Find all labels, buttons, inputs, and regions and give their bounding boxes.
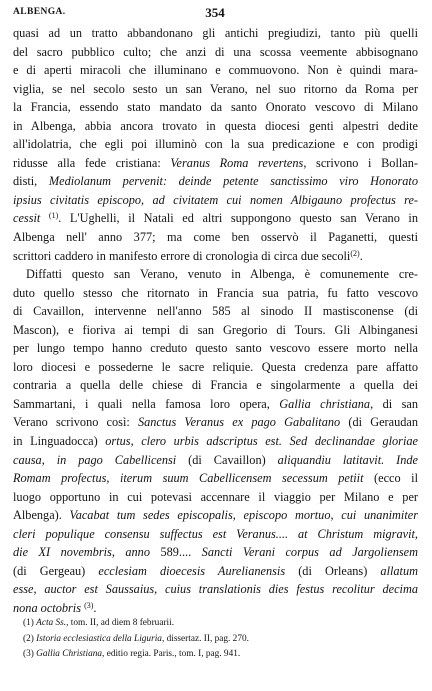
footnote (13, 647, 418, 663)
italic-text: Veranus Roma revertens (170, 155, 304, 170)
text-run: Mascon), e fioriva ai tempi di san Gregorio di Tours. Gli Albinganesi (13, 322, 418, 337)
text-run: (di Orleans) (285, 563, 381, 578)
text-run: scrittori caddero in manifesto errore di cronologia di circa due secoli (13, 248, 351, 263)
text-line (13, 43, 418, 62)
text-run: per lungo tempo hanno creduto questo santo vescovo essere morto nella (13, 341, 418, 356)
footnotes (13, 616, 418, 663)
text-run: (2) (23, 633, 37, 644)
text-run: . (359, 248, 363, 263)
text-run: , editio regia. Paris., tom. I, pag. 941. (102, 649, 241, 660)
text-run: in Linguadocca) (13, 434, 106, 449)
text-run: Albenga). (13, 508, 70, 523)
text-run: viglia, se nel secolo sesto un san Verano, nel suo ritorno da Roma per (13, 81, 418, 96)
italic-text: Vacabat tum sedes episcopalis, episcopo mortuo, cui unanimiter (69, 508, 418, 523)
text-run (40, 211, 49, 225)
italic-text: ipsius civitatis episcopo, ad civitatem cui nomen Albigauno profectus re- (13, 192, 418, 207)
italic-text: causa, in pago Cabellicensi (13, 452, 177, 467)
page-header (13, 5, 417, 19)
footnote (13, 616, 418, 632)
text-run: , di san (370, 396, 419, 411)
italic-text: cleri populique consensu suffectus est Veranus.... at Christum migravit, (13, 526, 418, 541)
italic-text: Istoria ecclesiastica della Liguria (36, 633, 162, 644)
italic-text: Sancti Verani corpus ad Jargoliensem (201, 545, 418, 560)
footnote-ref: (1) (48, 211, 59, 221)
text-run: quasi ad un tratto abbandonano gli antichi pregiudizi, tanto più quelli (13, 26, 418, 40)
italic-text: aliquandiu latitavit. Inde (277, 452, 418, 467)
text-run: Sammartani, i quali nella famosa loro opera, (13, 396, 280, 411)
text-run: , dissertaz. II, pag. 270. (161, 633, 249, 644)
text-run: all'idolatria, che egli poi illuminò con la sua predicazione e con prodigi (13, 137, 418, 152)
text-line (13, 135, 418, 154)
text-run: luogo opportuno in cui potevasi accennare il viaggio per Milano e per (13, 489, 418, 504)
text-line (13, 395, 418, 414)
text-line (13, 562, 418, 581)
text-line (13, 599, 418, 618)
text-line (13, 61, 418, 80)
text-run: Albenga nell' anno 377; ma come ben osservò il Paganetti, questi (13, 230, 418, 245)
text-run: (di Gergeau) (13, 563, 99, 578)
text-run: (1) (23, 618, 37, 628)
text-run: in Albenga, abbia ancora trovato in questa diocesi genti alpestri dedite (13, 118, 418, 133)
text-line (13, 413, 418, 432)
text-run: contraria a quella delle chiese di Francia e singolarmente a quella dei (13, 378, 418, 393)
text-line (13, 358, 418, 377)
text-line (13, 98, 418, 117)
text-run: loro diocesi e possederne le sacre reliquie. Questa credenza pare affatto (13, 359, 418, 374)
text-line (13, 80, 418, 99)
text-run: (di Cavaillon) (176, 452, 278, 467)
text-run: Verano scrivono così: (13, 415, 138, 430)
italic-text: allatum (380, 563, 418, 578)
text-line (13, 321, 418, 340)
text-run: di Cavaillon, intervenne nell'anno 585 al sinodo II mastisconense (di (13, 304, 418, 319)
italic-text: Romam profectus, iterum suum Cabellicensem secessum petiit (13, 471, 364, 486)
text-line (13, 525, 418, 544)
text-line (13, 265, 418, 284)
text-run: la Francia, essendo stato mandato da santo Onorato vescovo di Milano (13, 100, 418, 115)
italic-text: die XI novembris, anno (13, 545, 150, 560)
text-line (13, 24, 418, 43)
text-line (13, 488, 418, 507)
footnote (13, 632, 418, 648)
text-run: , tom. II, ad diem 8 februarii. (66, 618, 175, 628)
text-line (13, 154, 418, 173)
text-line (13, 302, 418, 321)
text-run: . (93, 600, 97, 615)
footnote-ref: (3) (84, 600, 94, 610)
text-run: ridusse alla fede cristiana: (13, 155, 171, 170)
text-run: . L'Ughelli, il Natali ed altri suppongono questo san Verano in (58, 211, 418, 226)
text-run: duto quello stesso che ritornato in Francia sua patria, fu fatto vescovo (13, 285, 418, 300)
text-run: 589.... (149, 545, 202, 560)
text-line (13, 469, 418, 488)
text-line (13, 117, 418, 136)
italic-text: Gallia christiana (279, 396, 371, 411)
text-run: (di Geraudan (340, 415, 419, 430)
text-run: del sacro pubblico culto; che anzi di una scossa veemente abbisognano (13, 44, 418, 59)
text-line (13, 209, 418, 228)
text-line (13, 376, 418, 395)
text-line (13, 191, 418, 210)
text-run: (3) (23, 649, 37, 660)
text-line (13, 543, 418, 562)
footnote-ref: (2) (350, 248, 360, 258)
italic-text: esse, auctor est Saussaius, cuius translationis dies festus recolitur decima (13, 582, 418, 597)
italic-text: Acta Ss. (36, 618, 67, 628)
text-line (13, 451, 418, 470)
italic-text: Gallia Christiana (36, 649, 103, 660)
italic-text: Mediolanum pervenit: deinde petente sanctissimo viro Honorato (48, 174, 418, 189)
italic-text: cessit (13, 211, 41, 226)
italic-text: ortus, clero urbis adscriptus est. Sed declinandae gloriae (105, 434, 418, 449)
text-line (13, 432, 418, 451)
text-run: (ecco il (363, 471, 418, 486)
text-line (13, 506, 418, 525)
italic-text: Sanctus Veranus ex pago Gabalitano (137, 415, 341, 430)
text-line (13, 580, 418, 599)
text-run: Diffatti questo san Verano, venuto in Albenga, è comunemente cre- (26, 267, 418, 282)
text-line (13, 247, 418, 266)
text-run: disti, (13, 174, 49, 189)
text-line (13, 228, 418, 247)
page-number: 354 (205, 5, 225, 20)
text-run: , scrivono i Bollan- (303, 155, 418, 170)
running-head: ALBENGA. (13, 7, 66, 17)
body-text (13, 24, 418, 618)
text-line (13, 339, 418, 358)
italic-text: ecclesiam dioecesis Aurelianensis (98, 563, 286, 578)
text-run: e di aperti miracoli che illuminano e commuovono. Non è quindi mara- (13, 63, 418, 78)
text-line (13, 284, 418, 303)
text-line (13, 172, 418, 191)
italic-text: nona octobris (13, 600, 81, 615)
